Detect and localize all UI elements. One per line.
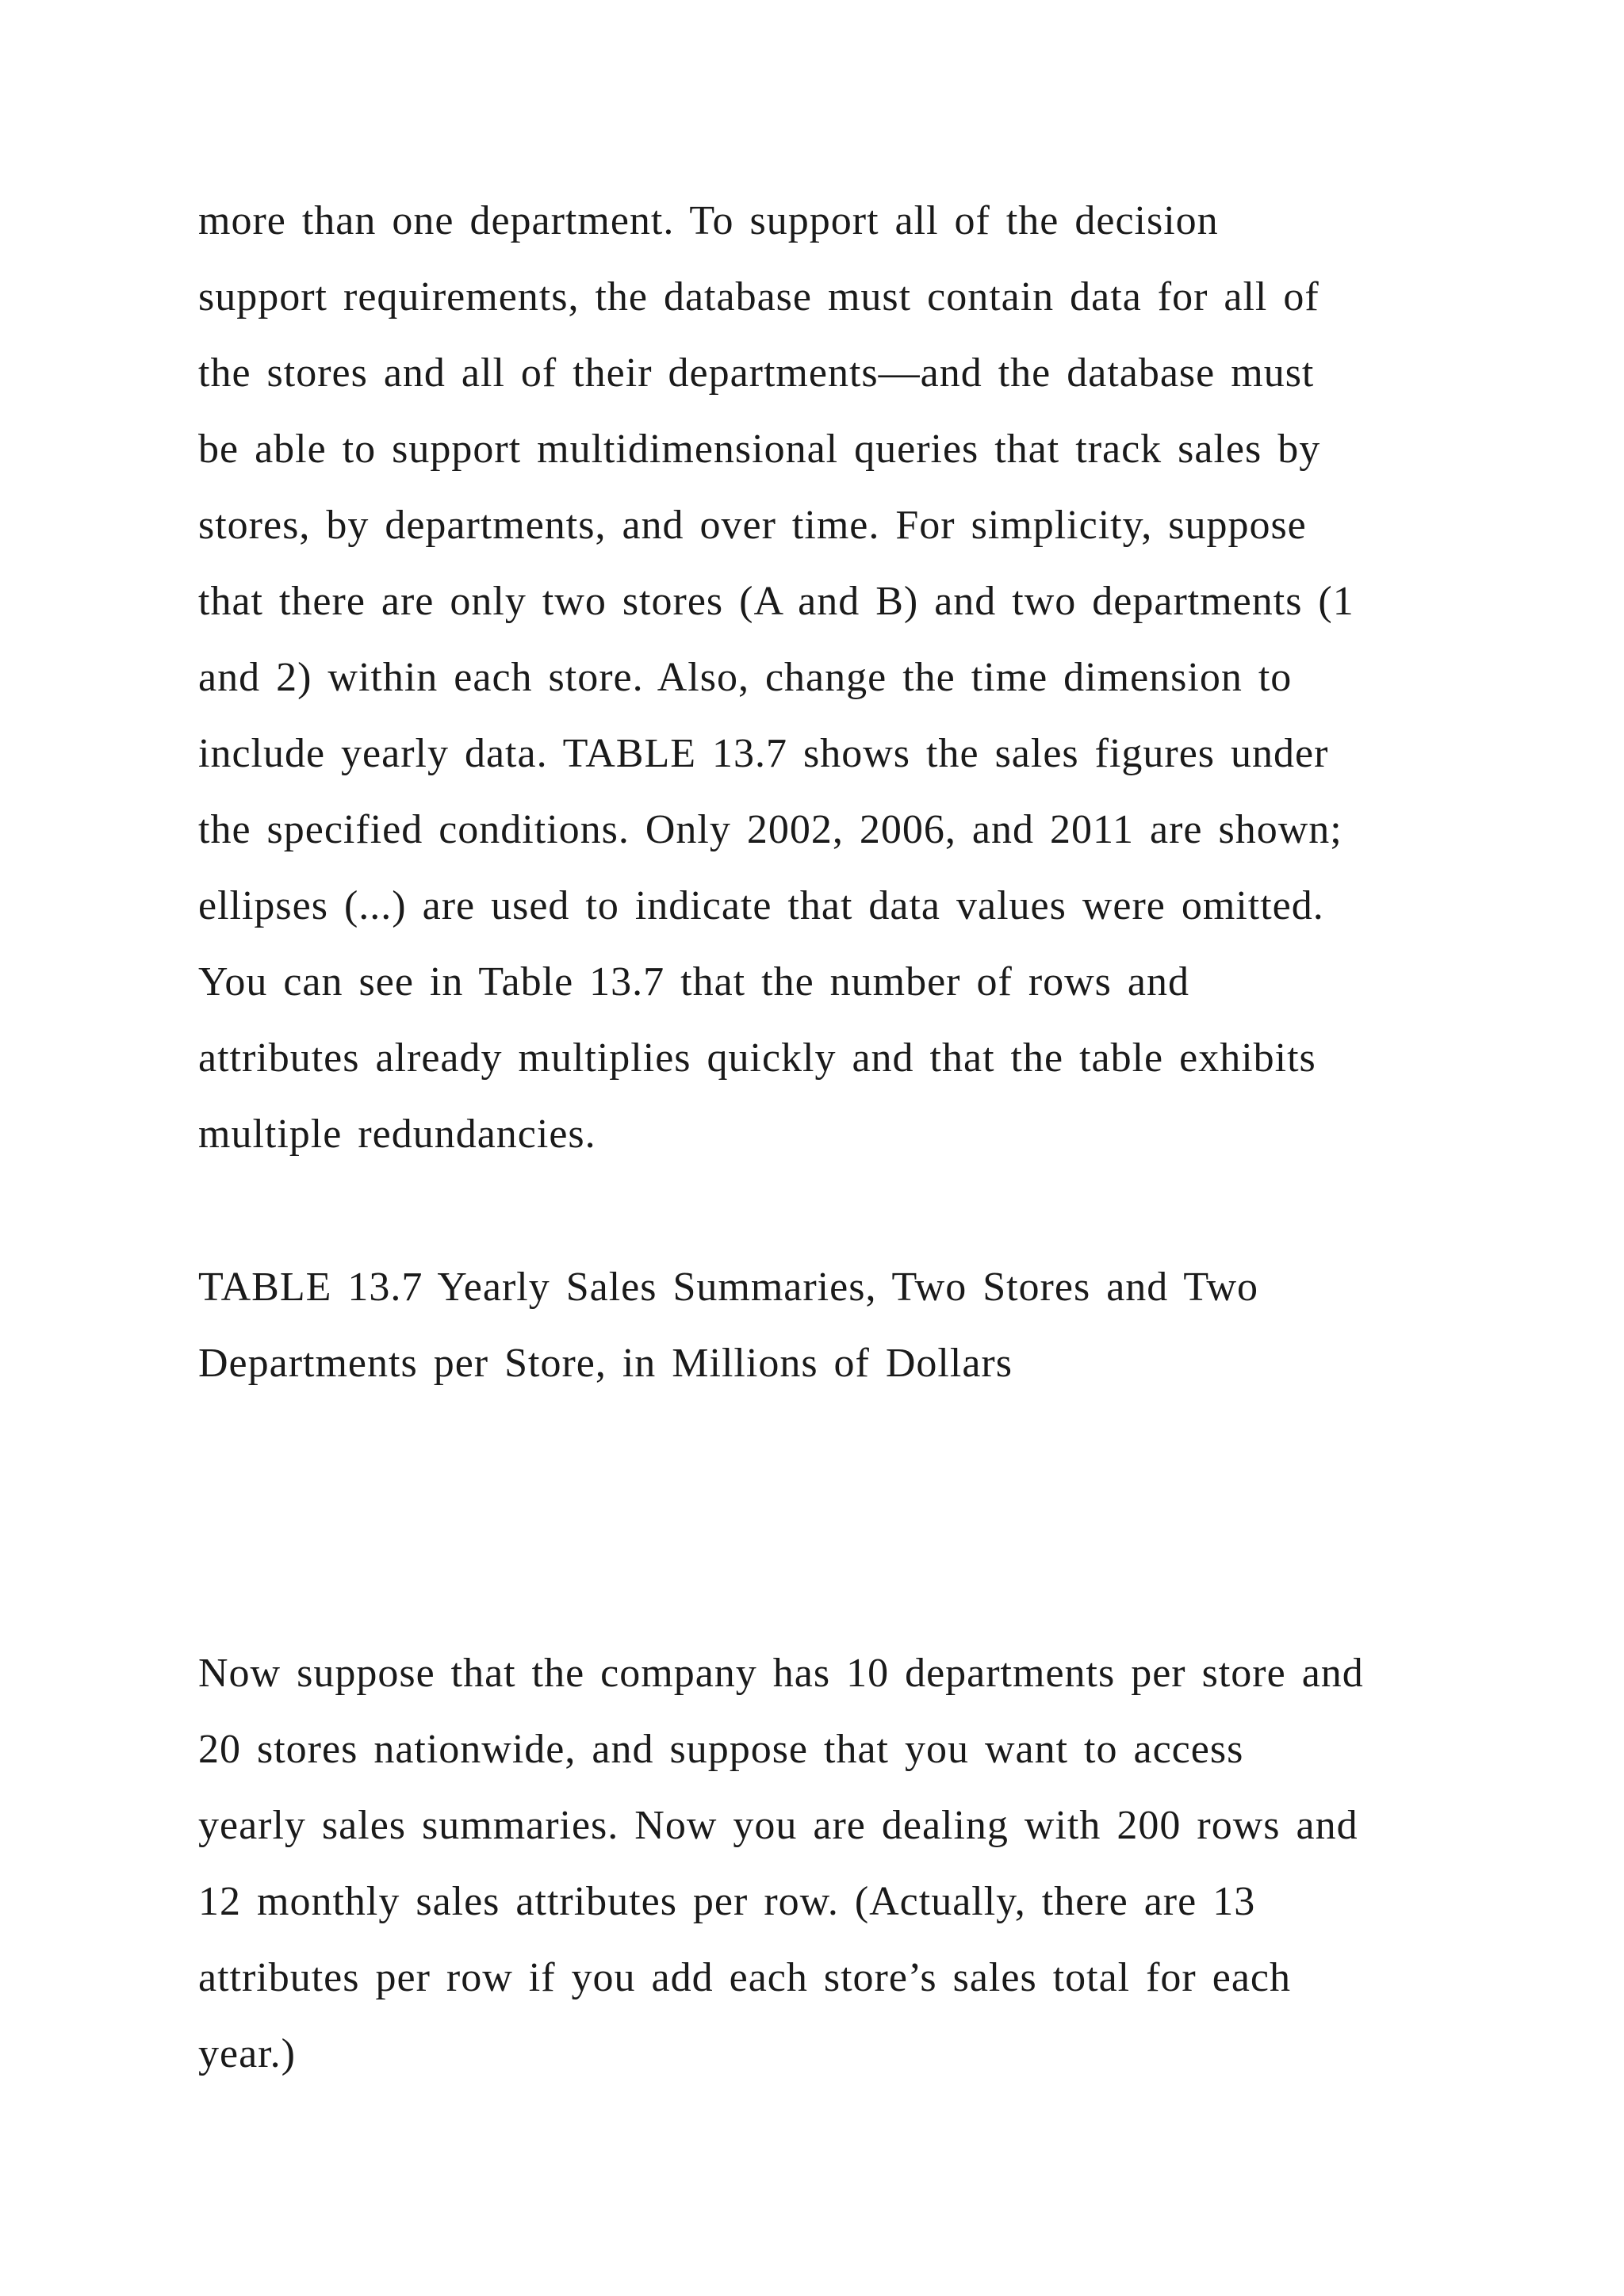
text-line: be able to support multidimensional queries that track sales by <box>198 427 1321 472</box>
text-line: stores, by departments, and over time. For simplicity, suppose <box>198 503 1307 548</box>
text-line: multiple redundancies. <box>198 1112 596 1157</box>
paragraph-scaling <box>198 1636 1467 2092</box>
text-line: Now suppose that the company has 10 departments per store and <box>198 1651 1364 1696</box>
text-line: ellipses (...) are used to indicate that data values were omitted. <box>198 883 1324 928</box>
table-caption <box>198 1249 1467 1402</box>
paragraph-intro <box>198 183 1467 1173</box>
text-line: and 2) within each store. Also, change the time dimension to <box>198 655 1293 700</box>
text-line: the stores and all of their departments—and the database must <box>198 350 1315 396</box>
text-line: attributes already multiplies quickly and that the table exhibits <box>198 1035 1316 1081</box>
text-line: year.) <box>198 2031 296 2076</box>
text-line: include yearly data. TABLE 13.7 shows the sales figures under <box>198 731 1329 776</box>
text-line: 12 monthly sales attributes per row. (Actually, there are 13 <box>198 1879 1256 1924</box>
text-line: attributes per row if you add each store’s sales total for each <box>198 1955 1291 2000</box>
text-line: You can see in Table 13.7 that the number of rows and <box>198 959 1189 1004</box>
text-line: more than one department. To support all of the decision <box>198 198 1219 243</box>
text-line: yearly sales summaries. Now you are dealing with 200 rows and <box>198 1803 1358 1848</box>
text-line: support requirements, the database must contain data for all of <box>198 274 1320 320</box>
caption-line: TABLE 13.7 Yearly Sales Summaries, Two Stores and Two <box>198 1265 1259 1310</box>
text-line: that there are only two stores (A and B) and two departments (1 <box>198 579 1354 624</box>
text-line: the specified conditions. Only 2002, 2006, and 2011 are shown; <box>198 807 1342 852</box>
caption-line: Departments per Store, in Millions of Dollars <box>198 1341 1013 1386</box>
text-line: 20 stores nationwide, and suppose that you want to access <box>198 1727 1244 1772</box>
